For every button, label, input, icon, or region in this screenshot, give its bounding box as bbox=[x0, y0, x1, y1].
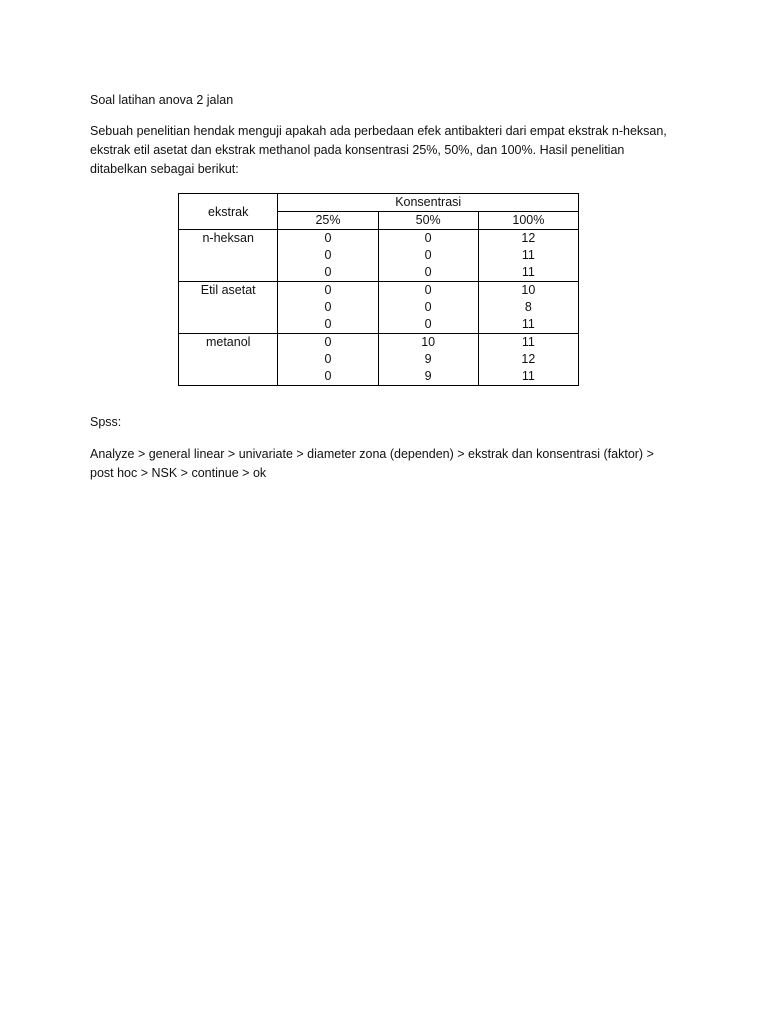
table-cell: 11 bbox=[478, 247, 578, 264]
header-col-100: 100% bbox=[478, 212, 578, 230]
table-row bbox=[179, 334, 579, 352]
group-name: metanol bbox=[179, 334, 278, 386]
table-cell: 9 bbox=[378, 351, 478, 368]
table-cell: 0 bbox=[378, 282, 478, 300]
table-row bbox=[179, 282, 579, 300]
spss-steps bbox=[90, 445, 690, 483]
table-cell: 0 bbox=[278, 334, 378, 352]
intro-paragraph bbox=[90, 122, 690, 179]
table-cell: 11 bbox=[478, 316, 578, 334]
table-cell: 11 bbox=[478, 334, 578, 352]
table-cell: 0 bbox=[278, 247, 378, 264]
table-cell: 0 bbox=[278, 264, 378, 282]
table-cell: 10 bbox=[478, 282, 578, 300]
intro-line: Sebuah penelitian hendak menguji apakah ada perbedaan efek antibakteri dari empat ekstrak n-heksan, bbox=[90, 124, 667, 138]
table-cell: 0 bbox=[278, 351, 378, 368]
intro-line: ditabelkan sebagai berikut: bbox=[90, 162, 239, 176]
table-cell: 0 bbox=[378, 316, 478, 334]
table-cell: 0 bbox=[378, 264, 478, 282]
table-cell: 0 bbox=[378, 230, 478, 248]
table-cell: 11 bbox=[478, 368, 578, 386]
table-row bbox=[179, 230, 579, 248]
header-col-50: 50% bbox=[378, 212, 478, 230]
table-cell: 0 bbox=[278, 368, 378, 386]
intro-line: ekstrak etil asetat dan ekstrak methanol pada konsentrasi 25%, 50%, dan 100%. Hasil penelitian bbox=[90, 143, 625, 157]
table-cell: 0 bbox=[278, 299, 378, 316]
table-header-row bbox=[179, 194, 579, 212]
steps-line: post hoc > NSK > continue > ok bbox=[90, 466, 267, 480]
table-cell: 0 bbox=[278, 282, 378, 300]
steps-line: Analyze > general linear > univariate > diameter zona (dependen) > ekstrak dan konsentrasi (faktor) > bbox=[90, 447, 654, 461]
table-cell: 0 bbox=[378, 247, 478, 264]
spss-heading: Spss: bbox=[90, 415, 122, 429]
table-cell: 0 bbox=[378, 299, 478, 316]
header-col-25: 25% bbox=[278, 212, 378, 230]
results-table bbox=[178, 193, 579, 386]
header-ekstrak: ekstrak bbox=[179, 194, 278, 230]
table-cell: 12 bbox=[478, 230, 578, 248]
header-konsentrasi: Konsentrasi bbox=[278, 194, 579, 212]
table-cell: 11 bbox=[478, 264, 578, 282]
table-cell: 9 bbox=[378, 368, 478, 386]
table-cell: 8 bbox=[478, 299, 578, 316]
group-name: n-heksan bbox=[179, 230, 278, 282]
table-cell: 0 bbox=[278, 230, 378, 248]
group-name: Etil asetat bbox=[179, 282, 278, 334]
page-title: Soal latihan anova 2 jalan bbox=[90, 93, 234, 107]
table-cell: 12 bbox=[478, 351, 578, 368]
table-cell: 0 bbox=[278, 316, 378, 334]
table-cell: 10 bbox=[378, 334, 478, 352]
